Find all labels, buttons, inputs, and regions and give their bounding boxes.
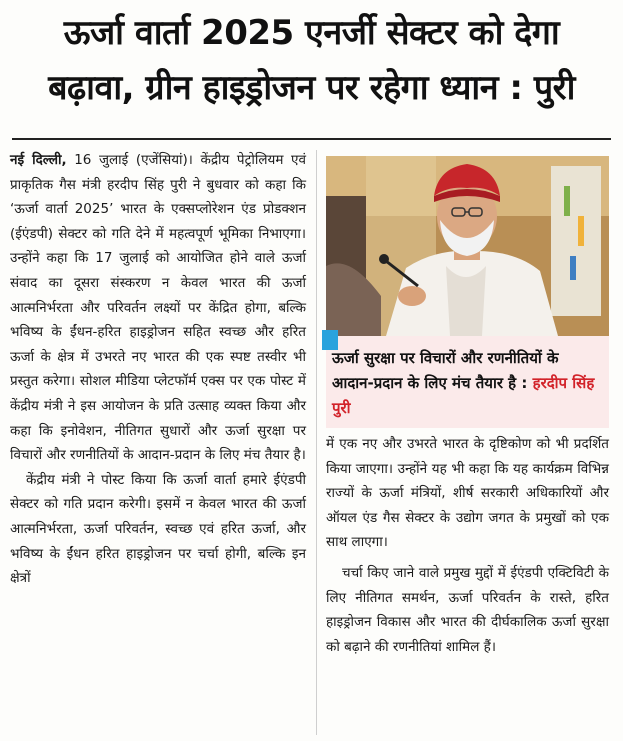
- caption-attribution: हरदीप सिंह पुरी: [332, 374, 595, 417]
- date-agency: 16 जुलाई (एजेंसियां)।: [66, 152, 193, 168]
- article-left-column: [10, 148, 306, 591]
- caption-text: ऊर्जा सुरक्षा पर विचारों और रणनीतियों के आदान-प्रदान के लिए मंच तैयार है :: [332, 349, 559, 392]
- headline: [10, 6, 613, 116]
- dateline: नई दिल्ली,: [10, 152, 67, 168]
- headline-line-1: ऊर्जा वार्ता 2025 एनर्जी सेक्टर को देगा: [63, 13, 560, 53]
- article-paragraph-1: [10, 148, 306, 468]
- headline-line-2: बढ़ावा, ग्रीन हाइड्रोजन पर रहेगा ध्यान : पुरी: [48, 68, 575, 108]
- headline-rule: [12, 138, 611, 140]
- paragraph-1-text: केंद्रीय पेट्रोलियम एवं प्राकृतिक गैस मंत्री हरदीप सिंह पुरी ने बुधवार को कहा कि ‘ऊर्जा वार्ता 2025’ भारत के एक्सप्लोरेशन एंड प्रोडक्शन (ईएंडपी) सेक्टर को गति देने में महत्वपूर्ण भूमिका निभाएगा। उन्होंने कहा कि 17 जुलाई को आयोजित होने वाले ऊर्जा संवाद का दूसरा संस्करण न केवल भारत की ऊर्जा आत्मनिर्भरता और परिवर्तन लक्ष्यों पर केंद्रित होगा, बल्कि भविष्य के ईंधन-हरित हाइड्रोजन सहित स्वच्छ और हरित ऊर्जा के क्षेत्र में उभरते नए भारत की एक स्पष्ट तस्वीर भी प्रस्तुत करेगा। सोशल मीडिया प्लेटफॉर्म एक्स पर एक पोस्ट में केंद्रीय मंत्री ने इस आयोजन के प्रति उत्साह व्यक्त किया और कहा कि इनोवेशन, नीतिगत सुधारों और ऊर्जा सुरक्षा पर विचारों और रणनीतियों के आदान-प्रदान के लिए मंच तैयार है।: [10, 152, 306, 464]
- photo-caption: [332, 346, 602, 421]
- column-divider: [316, 150, 317, 735]
- minister-photo: [326, 156, 609, 336]
- minister-photo-illustration: [326, 156, 609, 336]
- article-paragraph-3: में एक नए और उभरते भारत के दृष्टिकोण को भी प्रदर्शित किया जाएगा। उन्होंने यह भी कहा कि यह कार्यक्रम विभिन्न राज्यों के ऊर्जा मंत्रियों, शीर्ष सरकारी अधिकारियों और ऑयल एंड गैस सेक्टर के उद्योग जगत के प्रमुखों को एक साथ लाएगा।: [326, 436, 609, 551]
- article-right-column: [326, 432, 609, 659]
- article-paragraph-2: केंद्रीय मंत्री ने पोस्ट किया कि ऊर्जा वार्ता हमारे ईएंडपी सेक्टर को गति प्रदान करेगी। इसमें न केवल भारत की ऊर्जा आत्मनिर्भरता, ऊर्जा परिवर्तन, स्वच्छ एवं हरित ऊर्जा, और भविष्य के ईंधन हरित हाइड्रोजन पर चर्चा होगी, बल्कि इन क्षेत्रों: [10, 471, 306, 587]
- article-paragraph-4: चर्चा किए जाने वाले प्रमुख मुद्दों में ईएंडपी एक्टिविटी के लिए नीतिगत समर्थन, ऊर्जा परिवर्तन के रास्ते, हरित हाइड्रोजन विकास और भारत की दीर्घकालिक ऊर्जा सुरक्षा को बढ़ाने की रणनीतियां शामिल हैं।: [326, 564, 609, 655]
